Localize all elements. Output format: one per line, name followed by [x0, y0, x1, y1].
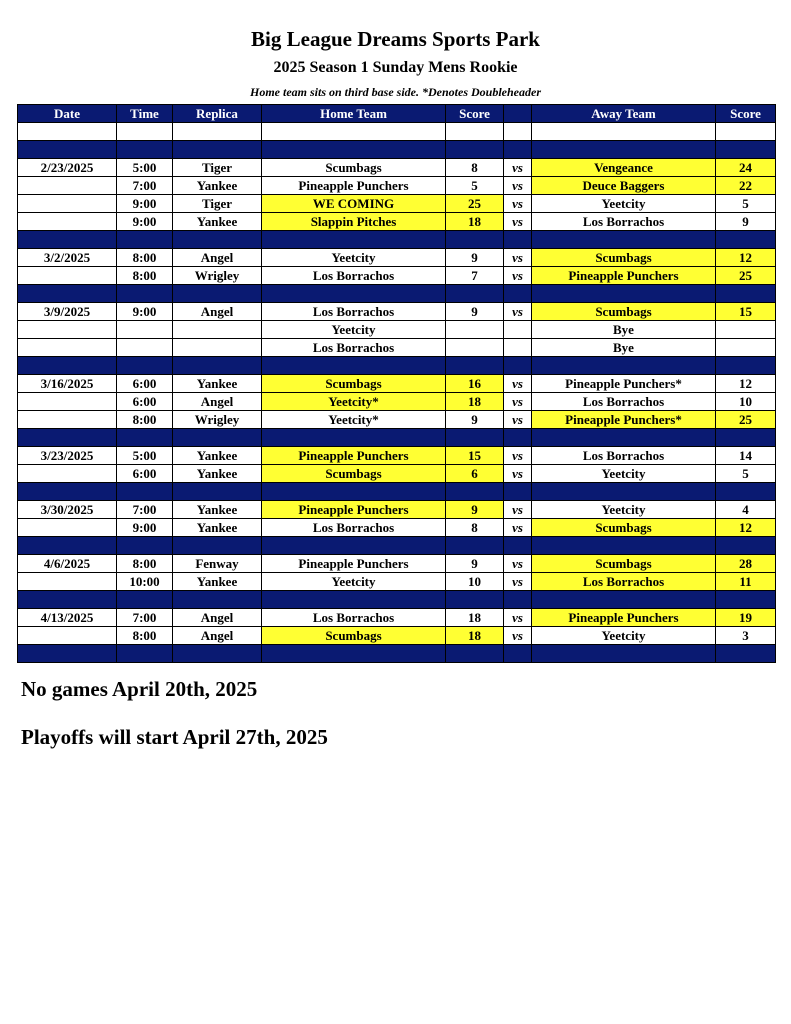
time-cell: 8:00 — [117, 249, 173, 267]
game-row — [18, 195, 776, 213]
empty-cell — [716, 483, 776, 501]
empty-cell — [117, 645, 173, 663]
vs-cell — [504, 321, 532, 339]
empty-cell — [173, 123, 262, 141]
vs-cell: vs — [504, 249, 532, 267]
date-cell — [18, 321, 117, 339]
empty-cell — [716, 645, 776, 663]
empty-cell — [532, 141, 716, 159]
vs-cell: vs — [504, 447, 532, 465]
empty-cell — [504, 231, 532, 249]
empty-cell — [532, 429, 716, 447]
time-cell: 10:00 — [117, 573, 173, 591]
away-team-cell: Los Borrachos — [532, 213, 716, 231]
column-header-home-score: Score — [446, 105, 504, 123]
empty-cell — [716, 231, 776, 249]
away-score-cell: 4 — [716, 501, 776, 519]
page-subtitle: 2025 Season 1 Sunday Mens Rookie — [273, 59, 518, 76]
page-title: Big League Dreams Sports Park — [251, 27, 540, 51]
vs-cell: vs — [504, 195, 532, 213]
empty-cell — [18, 123, 117, 141]
empty-cell — [532, 537, 716, 555]
date-cell: 3/30/2025 — [18, 501, 117, 519]
game-row — [18, 213, 776, 231]
replica-cell: Yankee — [173, 519, 262, 537]
away-team-cell: Bye — [532, 339, 716, 357]
empty-cell — [262, 123, 446, 141]
time-cell: 8:00 — [117, 267, 173, 285]
date-cell: 2/23/2025 — [18, 159, 117, 177]
empty-cell — [173, 645, 262, 663]
home-score-cell: 6 — [446, 465, 504, 483]
replica-cell: Angel — [173, 393, 262, 411]
away-team-cell: Pineapple Punchers* — [532, 411, 716, 429]
empty-cell — [173, 483, 262, 501]
empty-cell — [117, 537, 173, 555]
empty-cell — [504, 591, 532, 609]
away-score-cell: 24 — [716, 159, 776, 177]
empty-cell — [117, 231, 173, 249]
away-score-cell: 25 — [716, 411, 776, 429]
replica-cell — [173, 321, 262, 339]
vs-cell: vs — [504, 267, 532, 285]
time-cell: 5:00 — [117, 159, 173, 177]
empty-cell — [262, 231, 446, 249]
home-team-cell: Scumbags — [262, 465, 446, 483]
empty-cell — [173, 357, 262, 375]
away-team-cell: Yeetcity — [532, 195, 716, 213]
home-team-cell: Scumbags — [262, 159, 446, 177]
replica-cell: Angel — [173, 249, 262, 267]
time-cell: 9:00 — [117, 195, 173, 213]
empty-cell — [446, 357, 504, 375]
empty-cell — [716, 591, 776, 609]
empty-cell — [173, 537, 262, 555]
empty-cell — [262, 141, 446, 159]
empty-cell — [262, 483, 446, 501]
empty-cell — [18, 141, 117, 159]
away-team-cell: Scumbags — [532, 249, 716, 267]
away-team-cell: Pineapple Punchers* — [532, 375, 716, 393]
home-team-cell: Pineapple Punchers — [262, 501, 446, 519]
empty-cell — [18, 537, 117, 555]
away-score-cell: 19 — [716, 609, 776, 627]
home-score-cell: 16 — [446, 375, 504, 393]
game-row — [18, 627, 776, 645]
game-row — [18, 249, 776, 267]
empty-cell — [117, 483, 173, 501]
empty-cell — [504, 285, 532, 303]
empty-cell — [117, 141, 173, 159]
home-team-cell: Yeetcity* — [262, 411, 446, 429]
date-cell: 3/23/2025 — [18, 447, 117, 465]
empty-cell — [504, 429, 532, 447]
no-games-note: No games April 20th, 2025 — [21, 677, 258, 701]
separator-row — [18, 591, 776, 609]
vs-cell: vs — [504, 375, 532, 393]
time-cell: 8:00 — [117, 555, 173, 573]
away-score-cell: 15 — [716, 303, 776, 321]
home-score-cell: 18 — [446, 213, 504, 231]
time-cell: 8:00 — [117, 411, 173, 429]
home-score-cell: 8 — [446, 519, 504, 537]
empty-cell — [446, 645, 504, 663]
game-row — [18, 411, 776, 429]
time-cell — [117, 339, 173, 357]
column-header-vs — [504, 105, 532, 123]
playoffs-note: Playoffs will start April 27th, 2025 — [21, 725, 328, 749]
game-row — [18, 375, 776, 393]
empty-cell — [262, 357, 446, 375]
empty-cell — [504, 357, 532, 375]
away-team-cell: Yeetcity — [532, 501, 716, 519]
date-cell — [18, 465, 117, 483]
empty-cell — [446, 483, 504, 501]
column-header-replica: Replica — [173, 105, 262, 123]
empty-cell — [173, 591, 262, 609]
empty-cell — [446, 591, 504, 609]
replica-cell: Tiger — [173, 195, 262, 213]
home-team-cell: Pineapple Punchers — [262, 447, 446, 465]
home-score-cell: 15 — [446, 447, 504, 465]
vs-cell: vs — [504, 465, 532, 483]
empty-cell — [173, 141, 262, 159]
date-cell — [18, 393, 117, 411]
home-team-cell: WE COMING — [262, 195, 446, 213]
separator-row — [18, 285, 776, 303]
time-cell: 9:00 — [117, 303, 173, 321]
away-score-cell: 22 — [716, 177, 776, 195]
empty-cell — [504, 123, 532, 141]
column-header-time: Time — [117, 105, 173, 123]
home-score-cell: 9 — [446, 303, 504, 321]
date-cell: 4/13/2025 — [18, 609, 117, 627]
vs-cell: vs — [504, 177, 532, 195]
schedule-note: Home team sits on third base side. *Denotes Doubleheader — [250, 85, 541, 99]
away-score-cell: 3 — [716, 627, 776, 645]
away-team-cell: Vengeance — [532, 159, 716, 177]
vs-cell: vs — [504, 519, 532, 537]
home-team-cell: Los Borrachos — [262, 339, 446, 357]
away-score-cell: 25 — [716, 267, 776, 285]
empty-cell — [262, 591, 446, 609]
empty-cell — [262, 285, 446, 303]
away-team-cell: Pineapple Punchers — [532, 609, 716, 627]
vs-cell: vs — [504, 159, 532, 177]
empty-cell — [18, 591, 117, 609]
empty-cell — [18, 231, 117, 249]
home-team-cell: Yeetcity — [262, 321, 446, 339]
date-cell — [18, 627, 117, 645]
empty-cell — [446, 429, 504, 447]
home-score-cell — [446, 339, 504, 357]
empty-cell — [504, 645, 532, 663]
home-team-cell: Los Borrachos — [262, 519, 446, 537]
empty-cell — [716, 537, 776, 555]
away-score-cell — [716, 321, 776, 339]
vs-cell: vs — [504, 609, 532, 627]
game-row — [18, 519, 776, 537]
away-team-cell: Scumbags — [532, 303, 716, 321]
column-header-date: Date — [18, 105, 117, 123]
game-row — [18, 303, 776, 321]
game-row — [18, 465, 776, 483]
home-team-cell: Los Borrachos — [262, 609, 446, 627]
replica-cell: Yankee — [173, 465, 262, 483]
game-row — [18, 609, 776, 627]
home-team-cell: Pineapple Punchers — [262, 177, 446, 195]
separator-row — [18, 357, 776, 375]
away-score-cell: 10 — [716, 393, 776, 411]
separator-row — [18, 645, 776, 663]
home-team-cell: Los Borrachos — [262, 267, 446, 285]
empty-cell — [117, 357, 173, 375]
replica-cell: Wrigley — [173, 411, 262, 429]
empty-cell — [716, 357, 776, 375]
empty-cell — [532, 483, 716, 501]
date-cell: 3/2/2025 — [18, 249, 117, 267]
empty-cell — [532, 357, 716, 375]
game-row — [18, 393, 776, 411]
separator-row — [18, 429, 776, 447]
away-score-cell: 14 — [716, 447, 776, 465]
home-score-cell: 9 — [446, 555, 504, 573]
game-row — [18, 447, 776, 465]
vs-cell: vs — [504, 393, 532, 411]
replica-cell: Yankee — [173, 177, 262, 195]
home-team-cell: Pineapple Punchers — [262, 555, 446, 573]
replica-cell: Yankee — [173, 573, 262, 591]
away-score-cell — [716, 339, 776, 357]
game-row — [18, 177, 776, 195]
column-header-away-score: Score — [716, 105, 776, 123]
vs-cell: vs — [504, 213, 532, 231]
time-cell: 9:00 — [117, 213, 173, 231]
home-score-cell: 25 — [446, 195, 504, 213]
home-score-cell: 18 — [446, 609, 504, 627]
empty-cell — [504, 537, 532, 555]
time-cell: 6:00 — [117, 465, 173, 483]
home-score-cell: 10 — [446, 573, 504, 591]
away-team-cell: Los Borrachos — [532, 393, 716, 411]
replica-cell: Angel — [173, 627, 262, 645]
time-cell: 6:00 — [117, 375, 173, 393]
home-team-cell: Scumbags — [262, 375, 446, 393]
game-row — [18, 501, 776, 519]
time-cell — [117, 321, 173, 339]
away-team-cell: Yeetcity — [532, 627, 716, 645]
replica-cell: Yankee — [173, 375, 262, 393]
replica-cell: Yankee — [173, 447, 262, 465]
empty-cell — [504, 141, 532, 159]
time-cell: 7:00 — [117, 609, 173, 627]
date-cell — [18, 411, 117, 429]
home-score-cell: 9 — [446, 249, 504, 267]
home-score-cell: 5 — [446, 177, 504, 195]
vs-cell: vs — [504, 627, 532, 645]
vs-cell: vs — [504, 411, 532, 429]
date-cell — [18, 195, 117, 213]
empty-cell — [18, 483, 117, 501]
empty-cell — [18, 645, 117, 663]
empty-cell — [262, 429, 446, 447]
away-score-cell: 9 — [716, 213, 776, 231]
home-score-cell: 8 — [446, 159, 504, 177]
date-cell — [18, 213, 117, 231]
away-score-cell: 12 — [716, 519, 776, 537]
empty-cell — [173, 429, 262, 447]
away-score-cell: 12 — [716, 375, 776, 393]
empty-cell — [446, 285, 504, 303]
time-cell: 6:00 — [117, 393, 173, 411]
empty-cell — [173, 285, 262, 303]
away-score-cell: 11 — [716, 573, 776, 591]
time-cell: 8:00 — [117, 627, 173, 645]
empty-cell — [18, 429, 117, 447]
empty-cell — [18, 357, 117, 375]
replica-cell: Wrigley — [173, 267, 262, 285]
replica-cell: Yankee — [173, 501, 262, 519]
time-cell: 9:00 — [117, 519, 173, 537]
home-score-cell — [446, 321, 504, 339]
empty-cell — [117, 591, 173, 609]
replica-cell: Angel — [173, 609, 262, 627]
game-row — [18, 267, 776, 285]
away-team-cell: Yeetcity — [532, 465, 716, 483]
empty-cell — [446, 141, 504, 159]
empty-cell — [446, 537, 504, 555]
home-team-cell: Yeetcity — [262, 249, 446, 267]
blank-row — [18, 123, 776, 141]
away-score-cell: 12 — [716, 249, 776, 267]
replica-cell: Angel — [173, 303, 262, 321]
home-team-cell: Scumbags — [262, 627, 446, 645]
empty-cell — [446, 231, 504, 249]
home-score-cell: 18 — [446, 393, 504, 411]
column-header-away-team: Away Team — [532, 105, 716, 123]
empty-cell — [117, 285, 173, 303]
away-team-cell: Pineapple Punchers — [532, 267, 716, 285]
date-cell: 3/16/2025 — [18, 375, 117, 393]
empty-cell — [262, 537, 446, 555]
replica-cell: Fenway — [173, 555, 262, 573]
date-cell: 3/9/2025 — [18, 303, 117, 321]
date-cell — [18, 177, 117, 195]
away-team-cell: Scumbags — [532, 555, 716, 573]
vs-cell: vs — [504, 501, 532, 519]
separator-row — [18, 141, 776, 159]
away-team-cell: Deuce Baggers — [532, 177, 716, 195]
time-cell: 7:00 — [117, 177, 173, 195]
game-row — [18, 573, 776, 591]
game-row — [18, 159, 776, 177]
empty-cell — [446, 123, 504, 141]
away-score-cell: 5 — [716, 195, 776, 213]
empty-cell — [18, 285, 117, 303]
home-team-cell: Los Borrachos — [262, 303, 446, 321]
empty-cell — [117, 429, 173, 447]
separator-row — [18, 483, 776, 501]
empty-cell — [173, 231, 262, 249]
empty-cell — [532, 285, 716, 303]
date-cell — [18, 573, 117, 591]
away-team-cell: Los Borrachos — [532, 573, 716, 591]
game-row — [18, 321, 776, 339]
away-score-cell: 28 — [716, 555, 776, 573]
schedule-body — [18, 123, 776, 663]
home-team-cell: Slappin Pitches — [262, 213, 446, 231]
date-cell — [18, 339, 117, 357]
vs-cell — [504, 339, 532, 357]
schedule-table — [17, 104, 776, 663]
date-cell — [18, 519, 117, 537]
empty-cell — [504, 483, 532, 501]
vs-cell: vs — [504, 303, 532, 321]
home-team-cell: Yeetcity* — [262, 393, 446, 411]
date-cell: 4/6/2025 — [18, 555, 117, 573]
table-header-row — [18, 105, 776, 123]
empty-cell — [716, 123, 776, 141]
empty-cell — [716, 141, 776, 159]
away-team-cell: Los Borrachos — [532, 447, 716, 465]
empty-cell — [716, 429, 776, 447]
empty-cell — [532, 645, 716, 663]
away-score-cell: 5 — [716, 465, 776, 483]
separator-row — [18, 231, 776, 249]
home-score-cell: 9 — [446, 501, 504, 519]
away-team-cell: Scumbags — [532, 519, 716, 537]
home-score-cell: 18 — [446, 627, 504, 645]
game-row — [18, 339, 776, 357]
empty-cell — [532, 231, 716, 249]
home-score-cell: 9 — [446, 411, 504, 429]
vs-cell: vs — [504, 555, 532, 573]
away-team-cell: Bye — [532, 321, 716, 339]
vs-cell: vs — [504, 573, 532, 591]
column-header-home-team: Home Team — [262, 105, 446, 123]
empty-cell — [532, 591, 716, 609]
date-cell — [18, 267, 117, 285]
empty-cell — [262, 645, 446, 663]
replica-cell: Yankee — [173, 213, 262, 231]
game-row — [18, 555, 776, 573]
empty-cell — [532, 123, 716, 141]
replica-cell: Tiger — [173, 159, 262, 177]
time-cell: 5:00 — [117, 447, 173, 465]
time-cell: 7:00 — [117, 501, 173, 519]
replica-cell — [173, 339, 262, 357]
home-score-cell: 7 — [446, 267, 504, 285]
empty-cell — [716, 285, 776, 303]
empty-cell — [117, 123, 173, 141]
separator-row — [18, 537, 776, 555]
home-team-cell: Yeetcity — [262, 573, 446, 591]
